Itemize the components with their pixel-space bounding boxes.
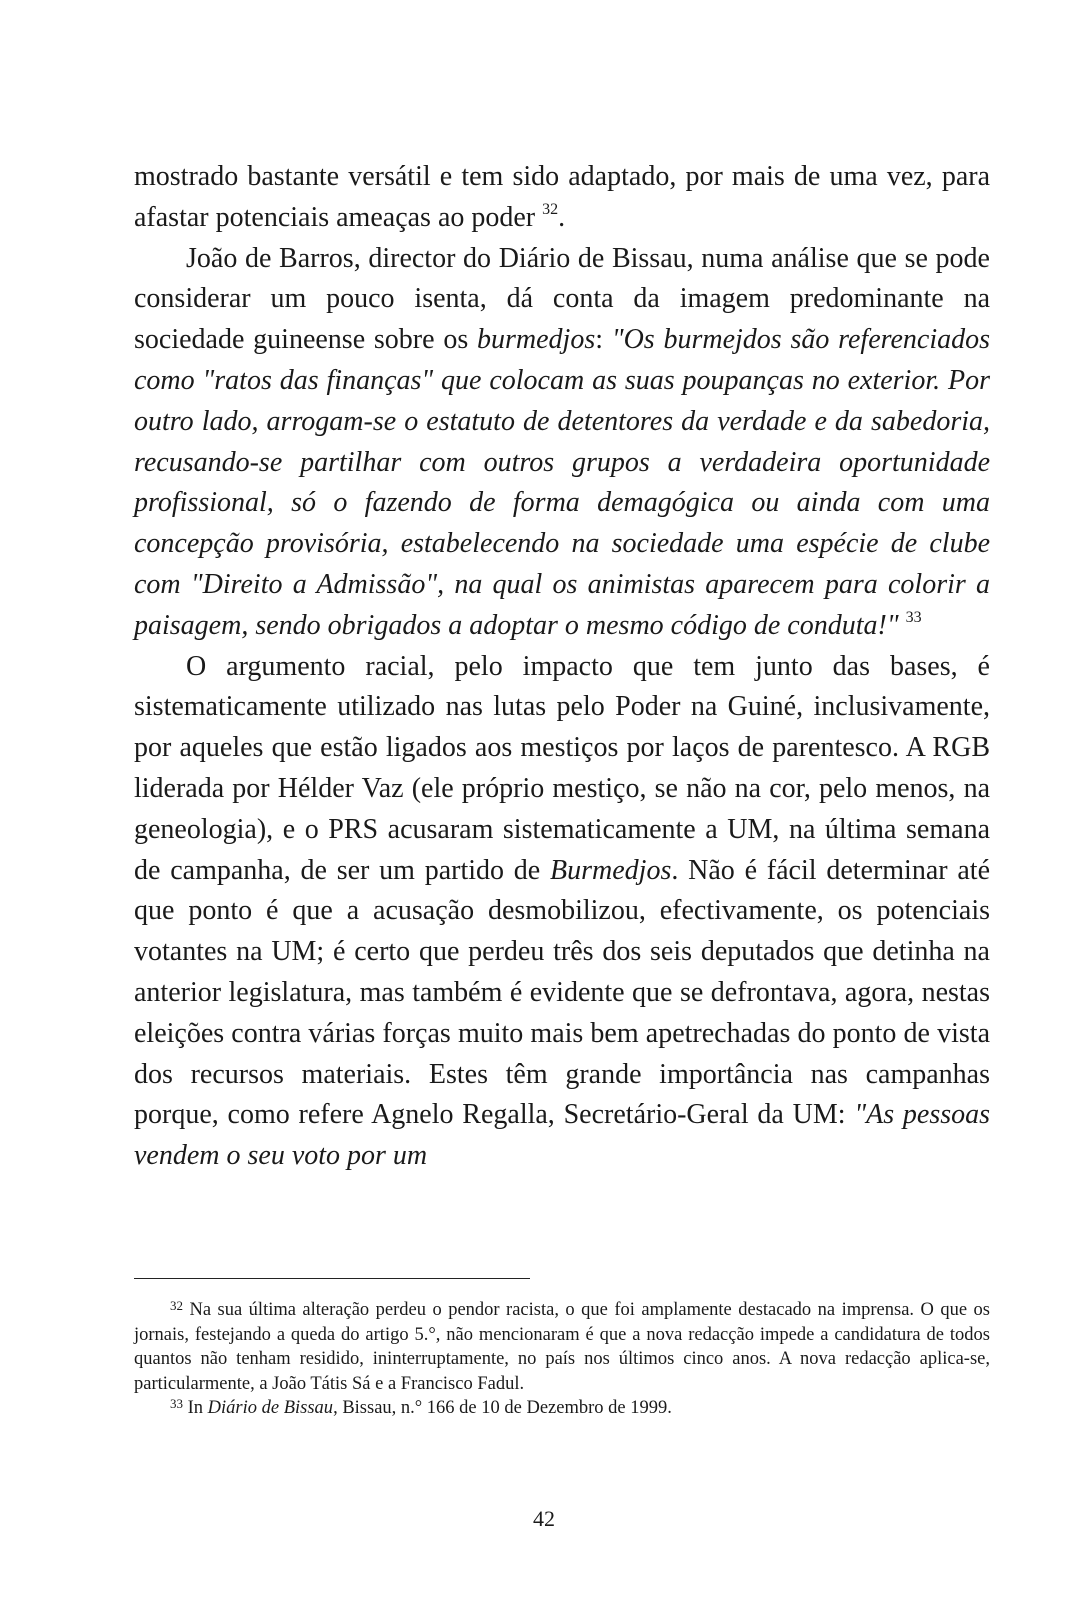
term-burmedjos: burmedjos xyxy=(477,324,596,356)
paragraph-2 xyxy=(134,239,990,647)
footnote-33-rest: , Bissau, n.° 166 de 10 de Dezembro de 1999. xyxy=(333,1398,672,1419)
footnotes xyxy=(134,1298,990,1421)
footnote-33-prefix: In xyxy=(187,1398,204,1419)
footnote-33 xyxy=(134,1396,990,1421)
paragraph-3-text-2: . Não é fácil determinar até que ponto é que a acusação desmobilizou, efectivamente, os potenciais votantes na UM; é certo que perdeu três dos seis deputados que detinha na anterior legislatura, mas também é evidente que se defrontava, agora, nestas eleições contra várias forças muito mais bem apetrechadas do ponto de vista dos recursos materiais. Estes têm grande importância nas campanhas porque, como refere Agnelo Regalla, Secretário-Geral da UM: xyxy=(134,854,991,1131)
quote-agnelo-regalla: "As pessoas vendem o seu voto por um xyxy=(134,1099,991,1172)
footnote-32-text: Na sua última alteração perdeu o pendor racista, o que foi amplamente destacado na imprensa. O que os jornais, festejando a queda do artigo 5.°, não mencionaram é que a nova redacção impede a candidatura de todos quantos não tenham residido, ininterruptamente, no país nos últimos cinco anos. A nova redacção aplica-se, particularmente, a João Tátis Sá e a Francisco Fadul. xyxy=(134,1300,991,1394)
paragraph-1-text: mostrado bastante versátil e tem sido adaptado, por mais de uma vez, para afastar potenciais ameaças ao poder xyxy=(134,161,990,233)
footnote-33-source: Diário de Bissau xyxy=(207,1398,334,1419)
term-burmedjos-2: Burmedjos xyxy=(550,854,672,886)
footnote-33-number: 33 xyxy=(170,1396,183,1412)
paragraph-2-intro: João de Barros, director do Diário de Bissau, numa análise que se pode considerar um pouco isenta, dá conta da imagem predominante na sociedade guineense sobre os xyxy=(134,242,990,356)
footnote-divider xyxy=(134,1278,530,1279)
paragraph-3-text-1: O argumento racial, pelo impacto que tem junto das bases, é sistematicamente utilizado nas lutas pelo Poder na Guiné, inclusivamente, por aqueles que estão ligados aos mestiços por laços de parentesco. A RGB liderada por Hélder Vaz (ele próprio mestiço, se não na cor, pelo menos, na geneologia), e o PRS acusaram sistematicamente a UM, na última semana de campanha, de ser um partido de xyxy=(134,650,990,886)
body-text xyxy=(134,157,990,1177)
quote-joao-de-barros: "Os burmejdos são referenciados como "ratos das finanças" que colocam as suas poupanças no exterior. Por outro lado, arrogam-se o estatuto de detentores da verdade e da sabedoria, recusando-se partilhar com outros grupos a verdadeira oportunidade profissional, só o fazendo de forma demagógica ou ainda com uma concepção provisória, estabelecendo na sociedade uma espécie de clube com "Direito a Admissão", na qual os animistas aparecem para colorir a paisagem, sendo obrigados a adoptar o mesmo código de conduta!" xyxy=(134,324,991,641)
paragraph-3 xyxy=(134,647,990,1177)
footnote-ref-32: 32 xyxy=(542,200,559,218)
page-number: 42 xyxy=(533,1506,555,1531)
footnote-ref-33: 33 xyxy=(905,608,922,626)
paragraph-1 xyxy=(134,157,990,239)
footnote-32 xyxy=(134,1298,990,1396)
paragraph-2-colon: : xyxy=(595,324,604,356)
paragraph-1-end: . xyxy=(558,201,566,233)
footnote-32-number: 32 xyxy=(170,1298,183,1313)
